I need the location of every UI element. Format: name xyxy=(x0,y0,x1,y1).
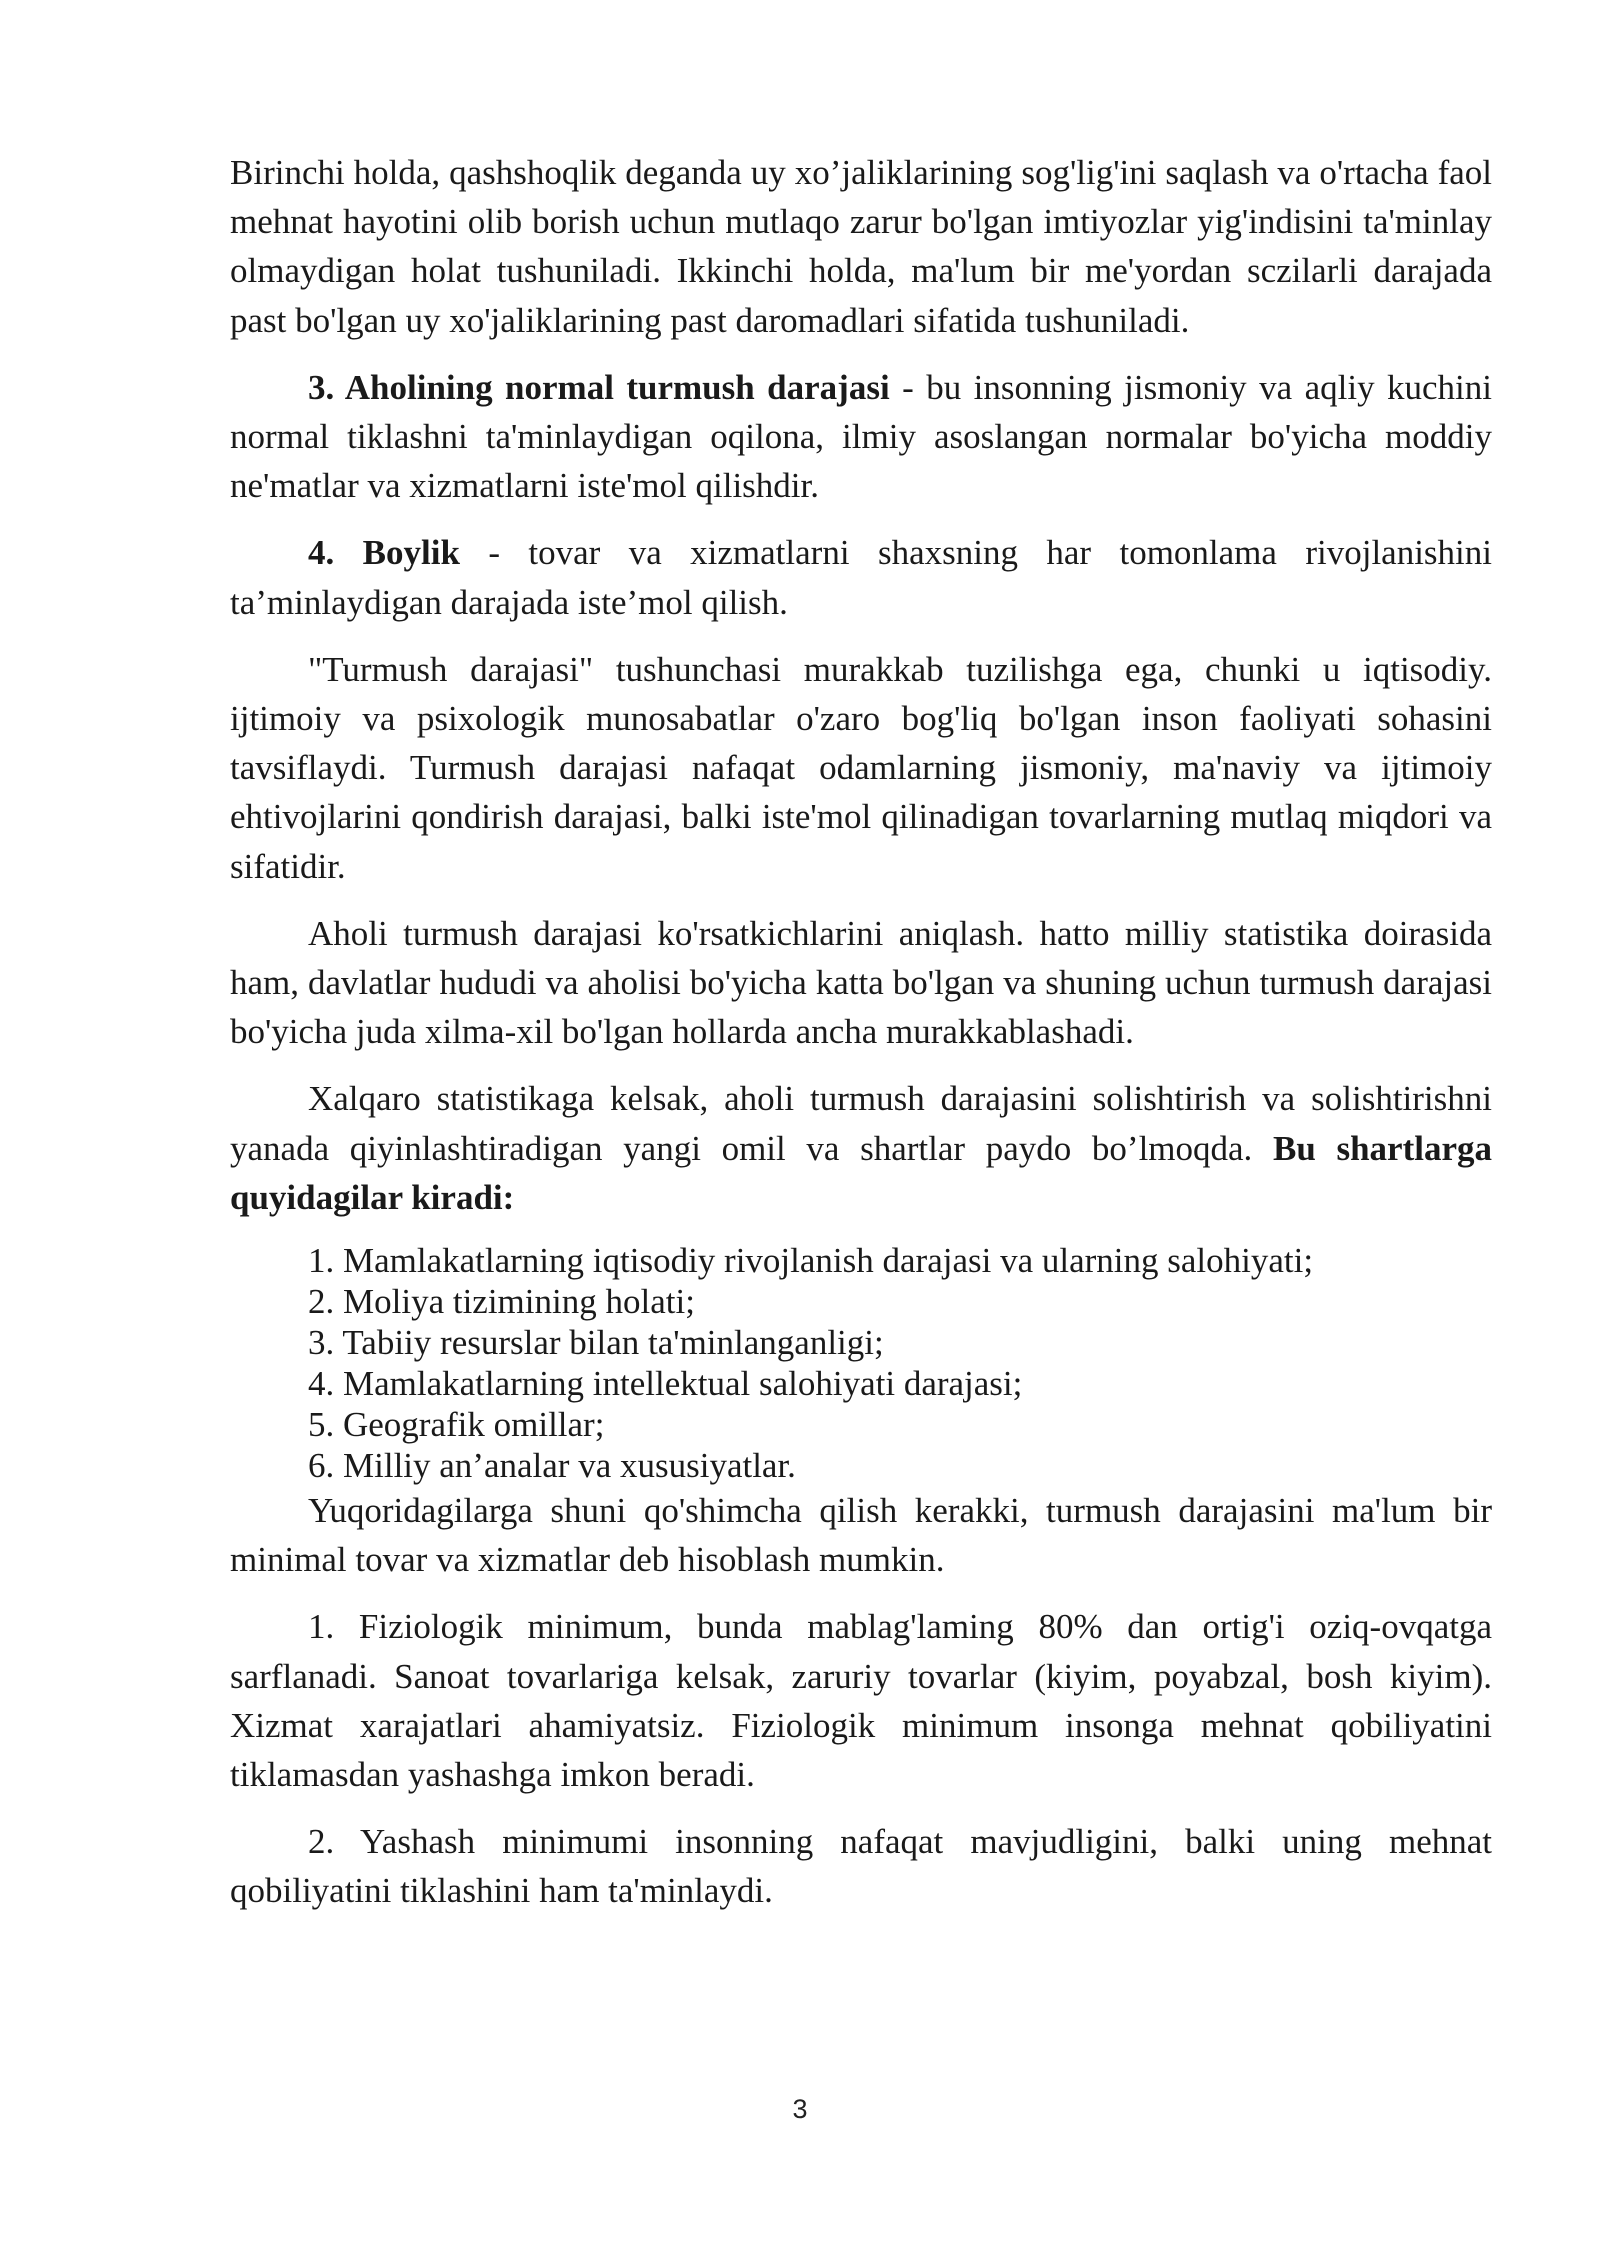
list-item: 3. Tabiiy resurslar bilan ta'minlanganligi; xyxy=(308,1323,884,1363)
international-statistics-text: Xalqaro statistikaga kelsak, aholi turmush darajasini solishtirish va solishtirishni yanada qiyinlashtiradigan yangi omil va shartlar paydo bo’lmoqda. xyxy=(230,1079,1492,1168)
conditions-list xyxy=(230,1240,1492,1486)
paragraph-normal-living-standard xyxy=(230,363,1492,511)
paragraph-minimum-goods: Yuqoridagilarga shuni qo'shimcha qilish kerakki, turmush darajasini ma'lum bir minimal tovar va xizmatlar deb hisoblash mumkin. xyxy=(230,1491,1492,1580)
list-item: 6. Milliy an’analar va xususiyatlar. xyxy=(308,1446,796,1486)
list-item: 1. Mamlakatlarning iqtisodiy rivojlanish darajasi va ularning salohiyati; xyxy=(308,1241,1314,1281)
paragraph-subsistence-minimum: 2. Yashash minimumi insonning nafaqat mavjudligini, balki uning mehnat qobiliyatini tiklashini ham ta'minlaydi. xyxy=(230,1822,1492,1911)
list-item: 4. Mamlakatlarning intellektual salohiyati darajasi; xyxy=(308,1364,1023,1404)
list-item: 2. Moliya tizimining holati; xyxy=(308,1282,695,1322)
conditions-heading: Bu shartlarga quyidagilar kiradi: xyxy=(230,1128,1492,1217)
paragraph-poverty-definitions: Birinchi holda, qashshoqlik deganda uy xo’jaliklarining sog'lig'ini saqlash va o'rtacha faol mehnat hayotini olib borish uchun mutlaqo zarur bo'lgan imtiyozlar yig'indisini ta'minlay olmaydigan holat tushuniladi. Ikkinchi holda, ma'lum bir me'yordan sczilarli darajada past bo'lgan uy xo'jaliklarining past daromadlari sifatida tushuniladi. xyxy=(230,153,1492,340)
term-wealth: 4. Boylik xyxy=(308,533,460,573)
paragraph-international-statistics xyxy=(230,1074,1492,1222)
paragraph-physiological-minimum: 1. Fiziologik minimum, bunda mablag'laming 80% dan ortig'i oziq-ovqatga sarflanadi. Sanoat tovarlariga kelsak, zaruriy tovarlar (kiyim, poyabzal, bosh kiyim). Xizmat xarajatlari ahamiyatsiz. Fiziologik minimum insonga mehnat qobiliyatini tiklamasdan yashashga imkon beradi. xyxy=(230,1607,1492,1795)
definition-wealth: - tovar va xizmatlarni shaxsning har tomonlama rivojlanishini ta’minlaydigan darajada iste’mol qilish. xyxy=(230,533,1492,622)
document-page xyxy=(230,148,1492,1934)
paragraph-wealth xyxy=(230,528,1492,626)
definition-normal-living-standard: - bu insonning jismoniy va aqliy kuchini normal tiklashni ta'minlaydigan oqilona, ilmiy asoslangan normalar bo'yicha moddiy ne'matlar va xizmatlarni iste'mol qilishdir. xyxy=(230,367,1492,506)
list-item: 5. Geografik omillar; xyxy=(308,1405,605,1445)
page-number: 3 xyxy=(792,2094,808,2124)
paragraph-indicators: Aholi turmush darajasi ko'rsatkichlarini aniqlash. hatto milliy statistika doirasida ham, davlatlar hududi va aholisi bo'yicha katta bo'lgan va shuning uchun turmush darajasi bo'yicha juda xilma-xil bo'lgan hollarda ancha murakkablashadi. xyxy=(230,913,1492,1052)
paragraph-living-standard-concept: "Turmush darajasi" tushunchasi murakkab tuzilishga ega, chunki u iqtisodiy. ijtimoiy va psixologik munosabatlar o'zaro bog'liq bo'lgan inson faoliyati sohasini tavsiflaydi. Turmush darajasi nafaqat odamlarning jismoniy, ma'naviy va ijtimoiy ehtivojlarini qondirish darajasi, balki iste'mol qilinadigan tovarlarning mutlaq miqdori va sifatidir. xyxy=(230,649,1492,886)
term-normal-living-standard: 3. Aholining normal turmush darajasi xyxy=(308,367,890,407)
